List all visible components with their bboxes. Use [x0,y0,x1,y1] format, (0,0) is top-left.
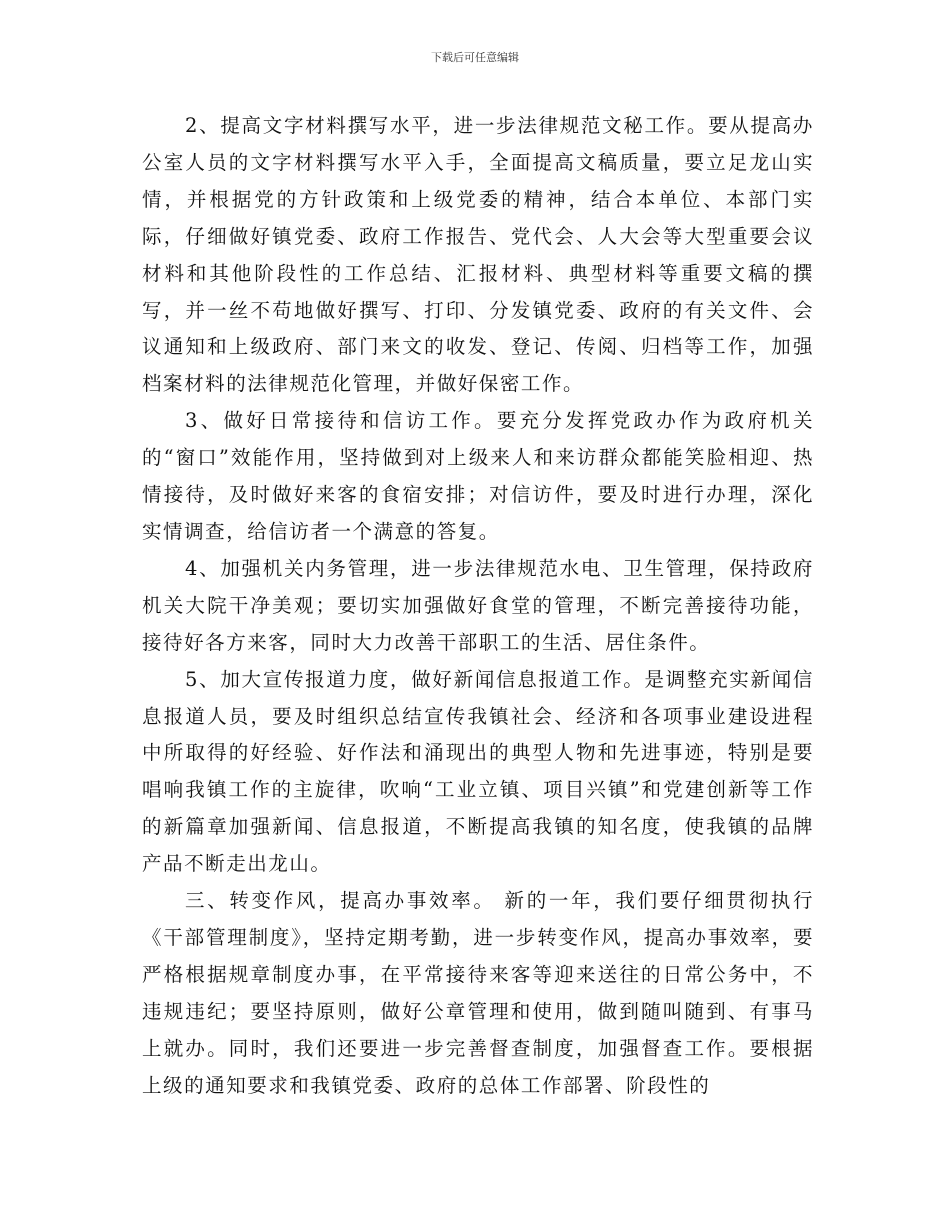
paragraph-item-4-internal-affairs: 4、加强机关内务管理，进一步法律规范水电、卫生管理，保持政府机关大院干净美观；要切实加强做好食堂的管理，不断完善接待功能，接待好各方来客，同时大力改善干部职工的生活、居住条件。 [142,556,814,654]
paragraph-item-5-publicity: 5、加大宣传报道力度，做好新闻信息报道工作。是调整充实新闻信息报道人员，要及时组织总结宣传我镇社会、经济和各项事业建设进程中所取得的好经验、好作法和涌现出的典型人物和先进事迹，特别是要唱响我镇工作的主旋律，吹响“工业立镇、项目兴镇”和党建创新等工作的新篇章加强新闻、信息报道，不断提高我镇的知名度，使我镇的品牌产品不断走出龙山。 [142,667,814,876]
page-header-note: 下载后可任意编辑 [431,51,519,64]
paragraph-item-2-writing: 2、提高文字材料撰写水平，进一步法律规范文秘工作。要从提高办公室人员的文字材料撰写水平入手，全面提高文稿质量，要立足龙山实情，并根据党的方针政策和上级党委的精神，结合本单位、本部门实际，仔细做好镇党委、政府工作报告、党代会、人大会等大型重要会议材料和其他阶段性的工作总结、汇报材料、典型材料等重要文稿的撰写，并一丝不苟地做好撰写、打印、分发镇党委、政府的有关文件、会议通知和上级政府、部门来文的收发、登记、传阅、归档等工作，加强档案材料的法律规范化管理，并做好保密工作。 [142,114,814,396]
paragraph-item-3-reception: 3、做好日常接待和信访工作。要充分发挥党政办作为政府机关的“窗口”效能作用，坚持做到对上级来人和来访群众都能笑脸相迎、热情接待，及时做好来客的食宿安排；对信访件，要及时进行办理，深化实情调查，给信访者一个满意的答复。 [142,409,814,543]
document-body [142,108,814,1104]
paragraph-section-3-work-style: 三、转变作风，提高办事效率。 新的一年，我们要仔细贯彻执行《干部管理制度》，坚持定期考勤，进一步转变作风，提高办事效率，要严格根据规章制度办事，在平常接待来客等迎来送往的日常公务中，不违规违纪；要坚持原则，做好公章管理和使用，做到随叫随到、有事马上就办。同时，我们还要进一步完善督查制度，加强督查工作。要根据上级的通知要求和我镇党委、政府的总体工作部署、阶段性的 [142,889,814,1097]
